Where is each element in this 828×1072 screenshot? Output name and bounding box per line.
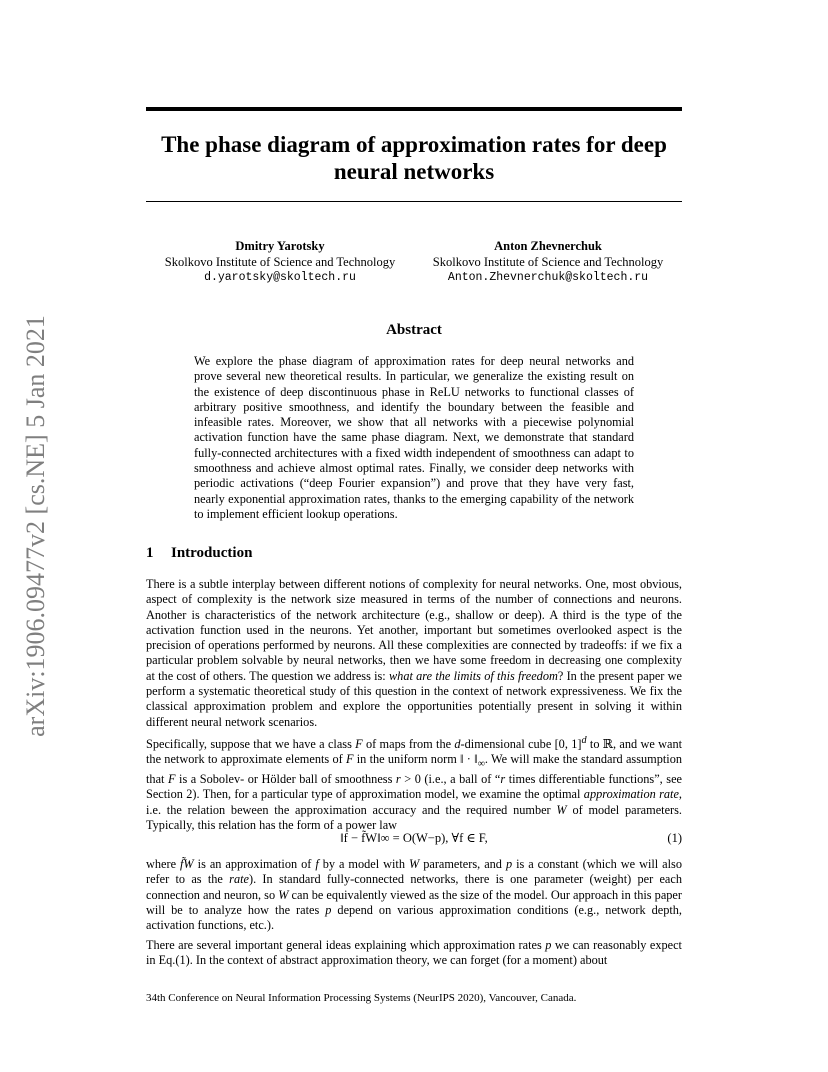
- text-run-italic: approximation rate: [583, 787, 679, 802]
- author-affiliation: Skolkovo Institute of Science and Technology: [164, 254, 396, 269]
- text-run: times differentiable functions”, see Section 2). Then, for a particular type of approximation model, we examine the optimal: [146, 772, 682, 802]
- text-run: . We will make the standard assumption that: [146, 752, 682, 787]
- math-symbol: p: [545, 938, 552, 952]
- author-block-1: [146, 239, 414, 286]
- equation-body: ‖f − f̃W‖∞ = O(W−p), ∀f ∈ F,: [340, 831, 488, 845]
- title-top-rule: [146, 107, 682, 111]
- math-symbol: ∞: [477, 758, 485, 770]
- text-run: There is a subtle interplay between different notions of complexity for neural networks. One, most obvious, aspect of complexity is the network size measured in terms of the number of connections and neurons. Another is characteristics of the network architecture (e.g., shallow or deep). A third is the type of the activation function used in the neurons. Yet another, important but sometimes overlooked aspect is the precision of operations performed by neurons. All these complexities are connected by tradeoffs: if we fix a particular problem solvable by neural networks, then we have some freedom in decreasing one complexity at the cost of others. The question we address is:: [146, 577, 682, 683]
- text-run: ). In standard fully-connected networks, there is one parameter (weight) per each connection and neuron, so: [146, 872, 682, 902]
- paper-title: The phase diagram of approximation rates for deep neural networks: [161, 132, 667, 184]
- math-symbol: W: [408, 857, 420, 871]
- math-symbol: d: [454, 737, 461, 752]
- text-run: of maps from the: [362, 737, 455, 752]
- math-symbol: p: [505, 857, 513, 871]
- text-run: > 0 (i.e., a ball of “: [400, 772, 501, 787]
- author-name: Dmitry Yarotsky: [235, 239, 325, 253]
- text-run: depend on various approximation conditions (e.g., network depth, activation functions, etc.).: [146, 902, 682, 933]
- text-run: in the uniform norm ‖ · ‖: [353, 752, 478, 767]
- text-run: is a Sobolev- or Hölder ball of smoothness: [175, 772, 396, 787]
- math-symbol: W: [278, 887, 289, 902]
- math-symbol: F: [345, 752, 354, 767]
- math-symbol: d: [581, 735, 587, 746]
- abstract-heading: Abstract: [386, 322, 442, 338]
- math-symbol: F: [355, 737, 363, 752]
- text-run: is an approximation of: [193, 857, 316, 871]
- text-run: , i.e. the relation beween the approximation accuracy and the required number: [146, 787, 682, 817]
- author-name: Anton Zhevnerchuk: [494, 239, 602, 253]
- title-bottom-rule: [146, 201, 682, 202]
- arxiv-identifier: arXiv:1906.09477v2 [cs.NE] 5 Jan 2021: [21, 315, 50, 737]
- text-run: -dimensional cube [0, 1]: [460, 737, 582, 752]
- text-run: of model parameters. Typically, this relation has the form of a power law: [146, 802, 682, 833]
- math-symbol: F: [167, 772, 176, 787]
- conference-footer: 34th Conference on Neural Information Processing Systems (NeurIPS 2020), Vancouver, Canada.: [146, 992, 577, 1004]
- section-heading: [146, 545, 252, 562]
- paragraph-4: [146, 938, 682, 969]
- text-run: can be equivalently viewed as the size of the model. Our approach in this paper will be to analyze how the rates: [146, 887, 682, 917]
- text-run-italic: what are the limits of this freedom: [388, 668, 558, 683]
- paragraph-2: [146, 733, 682, 833]
- equation-1: [146, 829, 682, 847]
- text-run: to ℝ, and we want the network to approximate elements of: [146, 737, 683, 767]
- math-symbol: r: [500, 772, 506, 787]
- text-run: Specifically, suppose that we have a class: [146, 737, 356, 752]
- section-title: Introduction: [171, 545, 253, 561]
- text-run: by a model with: [318, 857, 409, 871]
- author-block-2: [414, 239, 682, 286]
- paragraph-1: [146, 577, 682, 730]
- text-run: ? In the present paper we perform a systematic theoretical study of this question in the context of network expressiveness. We fix the classical approximation problem and explore the opportunities potentially present in solving it within different neural network scenarios.: [146, 668, 682, 729]
- text-run: where: [146, 857, 181, 871]
- section-number: 1: [146, 545, 154, 561]
- text-run: There are several important general ideas explaining which approximation rates: [146, 938, 546, 952]
- text-run-italic: rate: [229, 872, 249, 887]
- author-email: d.yarotsky@skoltech.ru: [204, 271, 356, 284]
- math-symbol: r: [395, 772, 401, 787]
- math-symbol: p: [325, 902, 332, 917]
- math-symbol: f̃W: [180, 857, 194, 871]
- author-affiliation: Skolkovo Institute of Science and Technology: [432, 254, 664, 269]
- text-run: parameters, and: [419, 857, 506, 871]
- text-run: we can reasonably expect in Eq.(1). In the context of abstract approximation theory, we can forget (for a moment) about: [146, 938, 682, 968]
- text-run: is a constant (which we will also refer to as the: [146, 857, 682, 887]
- math-symbol: W: [556, 802, 567, 817]
- paragraph-3: [146, 857, 682, 933]
- abstract-text: We explore the phase diagram of approximation rates for deep neural networks and prove several new theoretical results. In particular, we generalize the existing result on the existence of deep discontinuous phase in ReLU networks to functional classes of arbitrary positive smoothness, and identify the boundary between the feasible and infeasible rates. Moreover, we show that all networks with a piecewise polynomial activation function have the same phase diagram. Next, we demonstrate that standard fully-connected architectures with a fixed width independent of smoothness can adapt to smoothness and achieve almost optimal rates. Finally, we consider deep networks with periodic activations (“deep Fourier expansion”) and prove that they have very fast, nearly exponential approximation rates, thanks to the emerging capability of the network to implement efficient lookup operations.: [194, 354, 634, 521]
- math-symbol: f: [315, 857, 319, 871]
- author-email: Anton.Zhevnerchuk@skoltech.ru: [447, 271, 649, 284]
- equation-number: (1): [667, 831, 682, 845]
